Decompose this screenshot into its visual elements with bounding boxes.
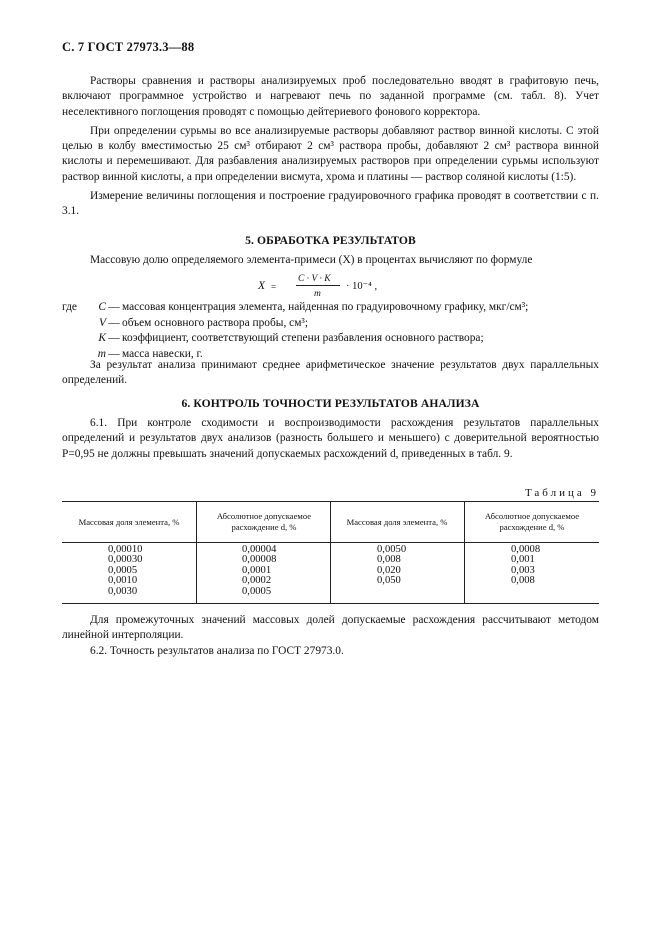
formula bbox=[258, 272, 438, 298]
formula-equals: = bbox=[271, 282, 277, 292]
table-cell: 0,00030 bbox=[108, 554, 143, 566]
table-cell: 0,00008 bbox=[242, 554, 277, 566]
table-cell: 0,00010 bbox=[108, 544, 143, 555]
definition-text: коэффициент, соответствующий степени разбавления основного раствора; bbox=[122, 332, 484, 344]
definition-row bbox=[62, 331, 599, 347]
table-cell: 0,003 bbox=[511, 564, 535, 576]
definition-text: объем основного раствора пробы, см³; bbox=[122, 316, 308, 329]
fraction-bar bbox=[296, 285, 340, 286]
table-cell: 0,0030 bbox=[108, 585, 138, 597]
table-cell: 0,0005 bbox=[108, 564, 138, 576]
paragraph: 6.2. Точность результатов анализа по ГОСТ 27973.0. bbox=[90, 645, 344, 657]
paragraph: Для промежуточных значений массовых долей допускаемые расхождения рассчитывают методом линейной интерполяции. bbox=[62, 614, 599, 642]
formula-numerator: C · V · K bbox=[298, 274, 331, 284]
table-cell: 0,0002 bbox=[242, 575, 272, 587]
paragraph: При определении сурьмы во все анализируемые растворы добавляют раствор винной кислоты. С этой целью в колбу вместимостью 25 см³ отбирают 2 см³ раствора пробы, добавляют 2 см³ раствора винной кислоты и перемешивают. Для разбавления анализируемых растворов при определении сурьмы используют раствор винной кислоты, а при определении висмута, хрома и платины — раствор соляной кислоты (1:5). bbox=[62, 124, 599, 183]
section5-conclusion bbox=[62, 358, 599, 389]
definition-text: масса навески, г. bbox=[122, 347, 203, 360]
table-9 bbox=[62, 501, 599, 603]
table-cell: 0,0008 bbox=[511, 544, 541, 555]
formula-tail: · 10⁻⁴ , bbox=[346, 281, 378, 292]
definition-symbol: V bbox=[99, 316, 106, 329]
table-column-1 bbox=[108, 545, 142, 597]
definition-symbol: K bbox=[98, 332, 106, 344]
table-header-cell: Абсолютное допускаемое расхождение d, % bbox=[216, 511, 312, 532]
interpolation-note bbox=[62, 613, 599, 644]
dash: — bbox=[108, 316, 120, 329]
table-bottom-rule bbox=[62, 603, 599, 604]
definitions-list bbox=[62, 300, 599, 362]
table-column-3 bbox=[377, 545, 406, 587]
table-header-cell: Массовая доля элемента, % bbox=[78, 516, 180, 527]
table-column-4 bbox=[511, 545, 540, 587]
page-header: С. 7 ГОСТ 27973.3—88 bbox=[62, 40, 195, 54]
definition-symbol: m bbox=[97, 347, 106, 360]
paragraph: Растворы сравнения и растворы анализируемых проб последовательно вводят в графитовую печь, включают программное устройство и нагревают печь по заданной программе (см. табл. 8). Учет неселективного поглощения проводят с помощью дейтериевого фонового корректора. bbox=[62, 75, 599, 118]
table-cell: 0,020 bbox=[377, 564, 401, 576]
table-cell: 0,008 bbox=[377, 554, 401, 566]
dash: — bbox=[108, 301, 120, 313]
section4-text bbox=[62, 74, 599, 220]
paragraph: 6.1. При контроле сходимости и воспроизводимости расхождения результатов параллельных определений и результатов двух анализов (разность большего и меньшего) с доверительной вероятностью P=0,95 не должны превышать значений допускаемых расхождений d, приведенных в табл. 9. bbox=[62, 417, 599, 460]
table-column-rule bbox=[464, 502, 465, 603]
formula-denominator: m bbox=[314, 289, 321, 299]
section6-heading-wrap bbox=[62, 396, 599, 411]
section-heading: 6. КОНТРОЛЬ ТОЧНОСТИ РЕЗУЛЬТАТОВ АНАЛИЗА bbox=[181, 397, 480, 410]
paragraph: Массовую долю определяемого элемента-примеси (X) в процентах вычисляют по формуле bbox=[90, 254, 533, 266]
section6-2 bbox=[62, 644, 599, 659]
paragraph: Измерение величины поглощения и построение градуировочного графика проводят в соответствии с п. 3.1. bbox=[62, 190, 599, 218]
table-cell: 0,0005 bbox=[242, 585, 272, 597]
where-label: где bbox=[62, 301, 77, 313]
table-cell: 0,050 bbox=[377, 575, 401, 587]
definition-row bbox=[62, 300, 599, 316]
definition-row bbox=[62, 316, 599, 332]
section5-intro bbox=[62, 253, 599, 268]
table-cell: 0,008 bbox=[511, 575, 535, 587]
table-column-rule bbox=[196, 502, 197, 603]
table-cell: 0,00004 bbox=[242, 544, 277, 555]
section6-text bbox=[62, 416, 599, 462]
table-header-cell: Абсолютное допускаемое расхождение d, % bbox=[484, 511, 580, 532]
table-cell: 0,0001 bbox=[242, 564, 272, 576]
dash: — bbox=[108, 332, 120, 344]
table-header-cell: Массовая доля элемента, % bbox=[346, 516, 448, 527]
section5-heading-wrap bbox=[62, 233, 599, 248]
table-caption: Таблица 9 bbox=[524, 487, 599, 499]
table-cell: 0,0010 bbox=[108, 575, 138, 587]
table-column-2 bbox=[242, 545, 276, 597]
table-cell: 0,0050 bbox=[377, 544, 407, 555]
dash: — bbox=[108, 347, 120, 360]
definition-symbol: C bbox=[98, 301, 106, 313]
formula-lhs: X bbox=[258, 280, 266, 292]
table-cell: 0,001 bbox=[511, 554, 535, 566]
paragraph: За результат анализа принимают среднее арифметическое значение результатов двух параллельных определений. bbox=[62, 359, 599, 387]
section-heading: 5. ОБРАБОТКА РЕЗУЛЬТАТОВ bbox=[245, 234, 416, 247]
definition-text: массовая концентрация элемента, найденная по градуировочному графику, мкг/см³; bbox=[122, 301, 529, 313]
